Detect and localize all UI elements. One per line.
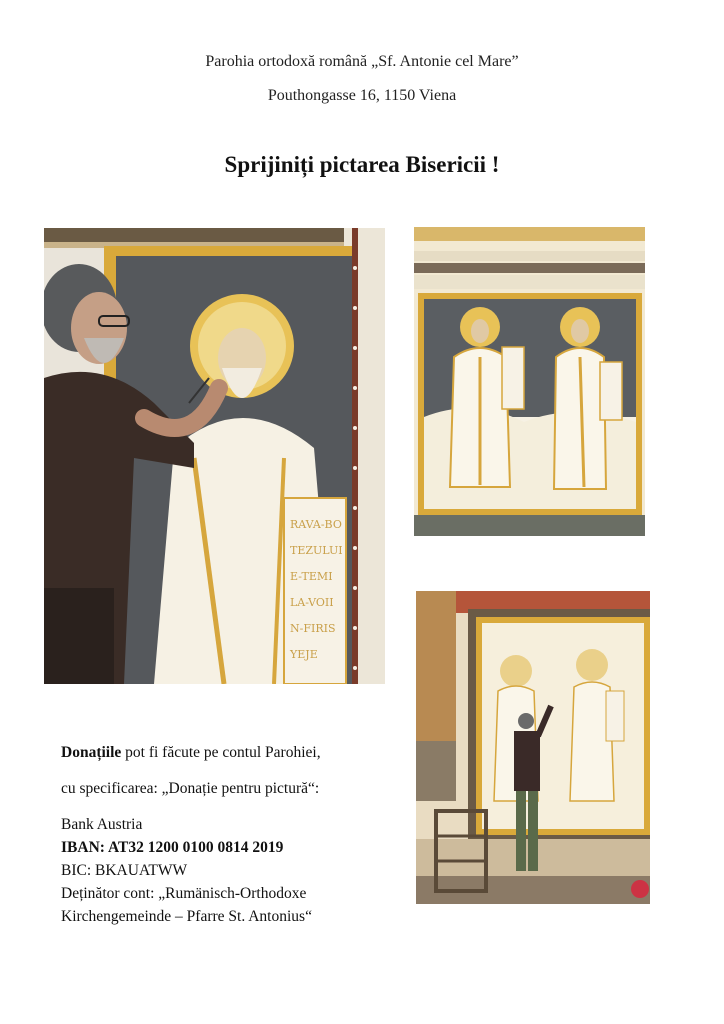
photo-two-saints-fresco xyxy=(414,227,645,536)
scroll-text-line: TEZULUI xyxy=(290,544,343,557)
bank-details xyxy=(61,813,312,928)
bank-bic: BIC: BKAUATWW xyxy=(61,862,188,879)
photo-painter-wide xyxy=(416,591,650,904)
scroll-text-line: YEJE xyxy=(290,648,318,661)
bank-iban: IBAN: AT32 1200 0100 0814 2019 xyxy=(61,839,284,856)
donation-specification: cu specificarea: „Donație pentru pictură“: xyxy=(61,780,320,797)
photo-painter-closeup xyxy=(44,228,385,684)
donation-intro-bold: Donațiile xyxy=(61,744,122,761)
bank-name: Bank Austria xyxy=(61,816,143,833)
donation-intro xyxy=(61,744,321,762)
account-holder-line2: Kirchengemeinde – Pfarre St. Antonius“ xyxy=(61,908,312,925)
donation-intro-rest: pot fi făcute pe contul Parohiei, xyxy=(121,744,321,761)
parish-name: Parohia ortodoxă română „Sf. Antonie cel Mare” xyxy=(205,53,519,70)
scroll-text-line: E-TEMI xyxy=(290,570,333,583)
page-title: Sprijiniți pictarea Bisericii ! xyxy=(224,152,500,177)
scroll-text-line: N-FIRIS xyxy=(290,622,336,635)
parish-address: Pouthongasse 16, 1150 Viena xyxy=(267,87,457,104)
account-holder-line1: Deținător cont: „Rumänisch-Orthodoxe xyxy=(61,885,307,902)
scroll-text-line: RAVA-BO xyxy=(290,518,342,531)
scroll-text-line: LA-VOII xyxy=(290,596,334,609)
